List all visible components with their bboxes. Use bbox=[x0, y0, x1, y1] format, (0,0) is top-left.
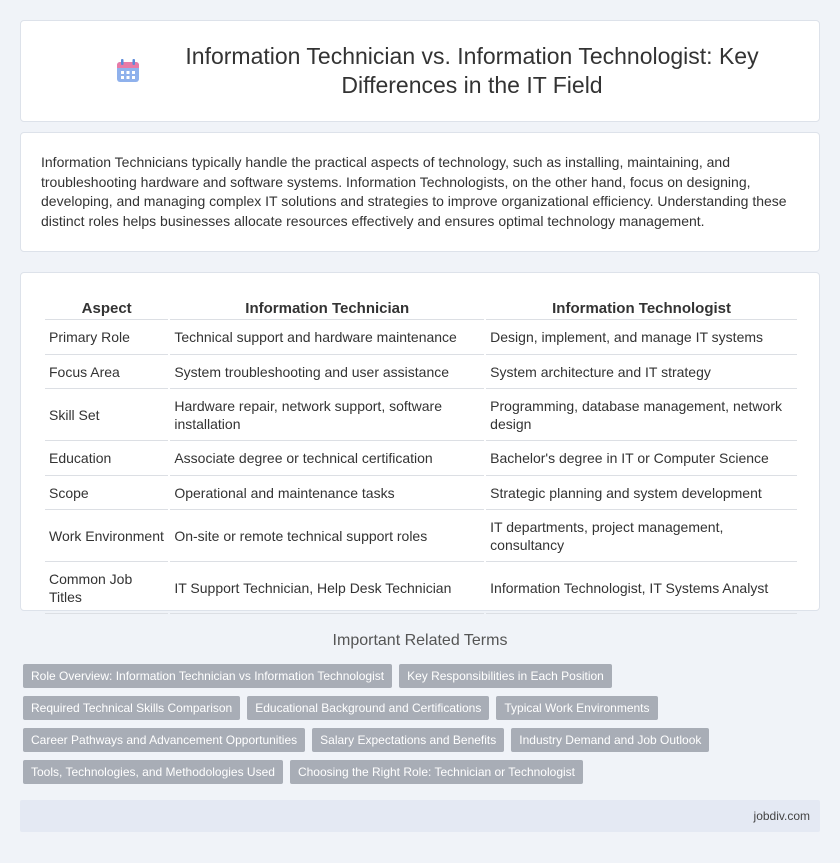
comparison-table bbox=[43, 295, 799, 616]
related-term-tag[interactable]: Typical Work Environments bbox=[496, 696, 657, 720]
table-row bbox=[45, 512, 797, 562]
table-row bbox=[45, 357, 797, 390]
cell-technologist: Bachelor's degree in IT or Computer Science bbox=[486, 443, 797, 476]
cell-technologist: Programming, database management, network design bbox=[486, 391, 797, 441]
cell-technician: Hardware repair, network support, software installation bbox=[170, 391, 484, 441]
cell-aspect: Education bbox=[45, 443, 168, 476]
calendar-icon bbox=[113, 56, 143, 86]
related-term-tag[interactable]: Role Overview: Information Technician vs Information Technologist bbox=[23, 664, 392, 688]
table-row bbox=[45, 391, 797, 441]
table-row bbox=[45, 443, 797, 476]
table-row bbox=[45, 322, 797, 355]
cell-technician: Associate degree or technical certification bbox=[170, 443, 484, 476]
tag-row bbox=[23, 760, 823, 784]
related-term-tag[interactable]: Tools, Technologies, and Methodologies Used bbox=[23, 760, 283, 784]
comparison-table-card bbox=[20, 272, 820, 611]
cell-technician: Operational and maintenance tasks bbox=[170, 478, 484, 511]
header-technologist: Information Technologist bbox=[486, 297, 797, 320]
cell-aspect: Scope bbox=[45, 478, 168, 511]
cell-technologist: System architecture and IT strategy bbox=[486, 357, 797, 390]
related-term-tag[interactable]: Choosing the Right Role: Technician or Technologist bbox=[290, 760, 583, 784]
related-term-tag[interactable]: Industry Demand and Job Outlook bbox=[511, 728, 709, 752]
cell-aspect: Primary Role bbox=[45, 322, 168, 355]
cell-technician: System troubleshooting and user assistance bbox=[170, 357, 484, 390]
title-card bbox=[20, 20, 820, 122]
intro-paragraph: Information Technicians typically handle the practical aspects of technology, such as installing, maintaining, and troubleshooting hardware and software systems. Information Technologists, on the other hand, focus on designing, developing, and managing complex IT solutions and strategies to improve organizational efficiency. Understanding these distinct roles helps businesses allocate resources effectively and ensures optimal technology management. bbox=[41, 154, 787, 229]
cell-technician: IT Support Technician, Help Desk Technician bbox=[170, 564, 484, 614]
cell-technician: Technical support and hardware maintenance bbox=[170, 322, 484, 355]
related-term-tag[interactable]: Required Technical Skills Comparison bbox=[23, 696, 240, 720]
tag-row bbox=[23, 696, 823, 720]
related-terms-title: Important Related Terms bbox=[332, 632, 508, 649]
header-technician: Information Technician bbox=[170, 297, 484, 320]
header-aspect: Aspect bbox=[45, 297, 168, 320]
table-header-row bbox=[45, 297, 797, 320]
cell-aspect: Work Environment bbox=[45, 512, 168, 562]
tag-row bbox=[23, 728, 823, 752]
cell-technician: On-site or remote technical support roles bbox=[170, 512, 484, 562]
cell-aspect: Focus Area bbox=[45, 357, 168, 390]
cell-aspect: Common Job Titles bbox=[45, 564, 168, 614]
tag-row bbox=[23, 664, 823, 688]
cell-technologist: Design, implement, and manage IT systems bbox=[486, 322, 797, 355]
cell-aspect: Skill Set bbox=[45, 391, 168, 441]
related-term-tag[interactable]: Key Responsibilities in Each Position bbox=[399, 664, 612, 688]
footer bbox=[20, 800, 820, 832]
table-row bbox=[45, 478, 797, 511]
related-term-tag[interactable]: Educational Background and Certifications bbox=[247, 696, 489, 720]
page-title: Information Technician vs. Information Technologist: Key Differences in the IT Field bbox=[185, 43, 759, 98]
cell-technologist: Information Technologist, IT Systems Analyst bbox=[486, 564, 797, 614]
related-term-tag[interactable]: Career Pathways and Advancement Opportunities bbox=[23, 728, 305, 752]
related-term-tag[interactable]: Salary Expectations and Benefits bbox=[312, 728, 504, 752]
related-terms-tags bbox=[23, 664, 823, 792]
table-row bbox=[45, 564, 797, 614]
cell-technologist: Strategic planning and system development bbox=[486, 478, 797, 511]
footer-site-link[interactable]: jobdiv.com bbox=[753, 809, 810, 823]
intro-card bbox=[20, 132, 820, 252]
cell-technologist: IT departments, project management, consultancy bbox=[486, 512, 797, 562]
